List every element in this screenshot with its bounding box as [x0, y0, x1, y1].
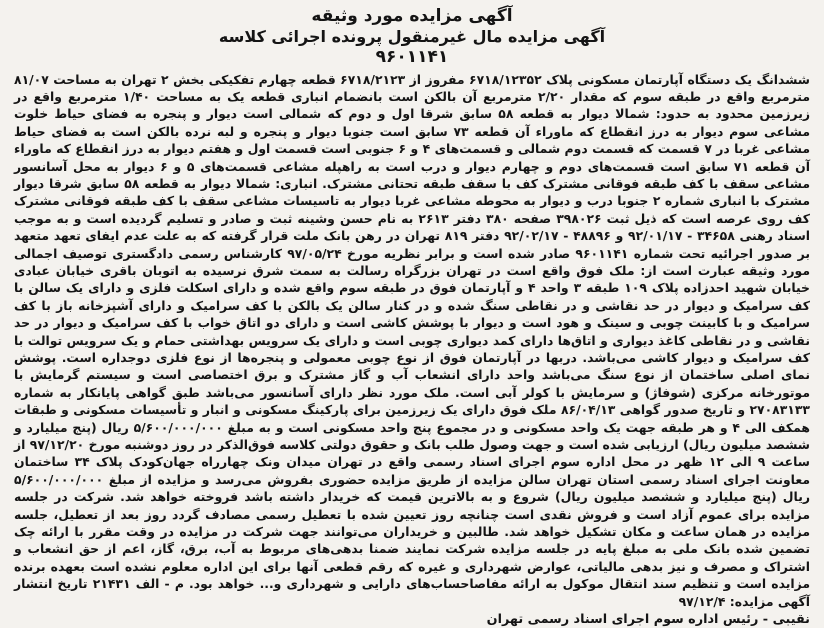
notice-body: ششدانگ یک دستگاه آپارتمان مسکونی پلاک ۶۷۱۸/۱۲۳۵۲ مفروز از ۶۷۱۸/۲۱۲۳ قطعه چهارم تفکیکی بخش ۲ تهران به مساحت ۸۱/۰۷ مترمربع واقع در طبقه سوم که مقدار ۲/۲۰ مترمربع آن بالکن است بانضمام انباری قطعه یک به مساحت ۱/۴۰ مترمربع واقع در زیرزمین محدود به حدود: شمالا دیوار به قطعه ۵۸ سابق شرقا اول و دوم که شمالی است دیوار و پنجره به فضای حیاط خلوت مشاعی سوم دیوار به درز انقطاع که ماوراء آن قطعه ۷۳ سابق است جنوبا دیوار و پنجره و لبه نرده بالکن است به فضای حیاط مشاعی غربا در ۷ قسمت که قسمت دوم شمالی و قسمت‌های ۴ و ۶ جنوبی است قسمت اول و هفتم دیوار به درز انقطاع که ماوراء آن قطعه ۷۱ سابق است قسمت‌های دوم و چهارم دیوار و درب است به راهپله مشاعی قسمت‌های ۵ و ۶ دیوار به محل آسانسور مشاعی سقف با کف طبقه فوقانی مشترک کف با سقف طبقه تحتانی مشترک. انباری: شمالا دیوار به قطعه ۵۸ سابق شرقا دیوار مشترک با انباری شماره ۲ جنوبا درب و دیوار به محوطه مشاعی غربا دیوار به تاسیسات مشاعی سقف با کف طبقه فوقانی مشترک کف روی عرصه است که ذیل ثبت ۳۹۸۰۲۶ صفحه ۳۸۰ دفتر ۲۶۱۳ به نام حسن وشینه ثبت و صادر و تسلیم گردیده است و به موجب اسناد رهنی ۳۴۶۵۸ - ۹۲/۰۱/۱۷ و ۴۸۸۹۶ - ۹۲/۰۲/۱۷ دفتر ۸۱۹ تهران در رهن بانک ملت قرار گرفته که به علت عدم ایفای تعهد متعهد بر صدور اجرائیه تحت شماره ۹۶۰۱۱۴۱ صادر شده است و برابر نظریه مورخ ۹۷/۰۵/۲۴ کارشناس رسمی دادگستری توصیف اجمالی مورد وثیقه عبارت است از: ملک فوق واقع است در تهران بزرگراه رسالت به سمت شرق نرسیده به اتوبان باقری خیابان عبادی خیابان شهید احدزاده پلاک ۱۰۹ طبقه ۳ واحد ۴ و آپارتمان فوق در طبقه سوم واقع شده و دارای اسکلت فلزی و دارای یک سالن با کف سرامیک و دیوار در حد نقاشی و در نقاطی سنگ شده و در کنار سالن یک بالکن با کف سرامیک و دارای آشپزخانه باز با کف سرامیک و با کابینت چوبی و سینک و هود است و دیوار با پوشش کاشی است و دارای دو اتاق خواب با کف سرامیک و دیوار در حد نقاشی و در نقاطی کاغذ دیواری و اتاق‌ها دارای کمد دیواری چوبی است و دارای یک سرویس بهداشتی حمام و یک سرویس توالت با کف سرامیک و دیوار کاشی می‌باشد. دربها در آپارتمان فوق از نوع چوبی معمولی و پنجره‌ها از نوع فلزی دوجداره است. پوشش نمای اصلی ساختمان از نوع سنگ می‌باشد واحد دارای انشعاب آب و گاز مشترک و برق اختصاصی است و سیستم گرمایش با موتورخانه مرکزی (شوفاژ) و سرمایش با کولر آبی است. ملک مورد نظر دارای آسانسور می‌باشد طبق گواهی پایانکار به شماره ۲۷۰۸۳۱۳۳ و تاریخ صدور گواهی ۸۶/۰۴/۱۳ ملک فوق دارای یک زیرزمین برای پارکینگ مسکونی و انبار و تأسیسات مسکونی و طبقات همکف الی ۴ و هر طبقه جهت یک واحد مسکونی و در مجموع پنج واحد مسکونی است و به مبلغ ۵/۶۰۰/۰۰۰/۰۰۰ ریال (پنج میلیارد و ششصد میلیون ریال) ارزیابی شده است و جهت وصول طلب بانک و حقوق دولتی کلاسه فوق‌الذکر در روز دوشنبه مورخ ۹۷/۱۲/۲۰ از ساعت ۹ الی ۱۲ ظهر در محل اداره سوم اجرای اسناد رسمی واقع در تهران میدان ونک چهارراه جهان‌کودک پلاک ۳۴ ساختمان معاونت اجرای اسناد رسمی استان تهران سالن مزایده از طریق مزایده حضوری بفروش می‌رسد و مزایده از مبلغ ۵/۶۰۰/۰۰۰/۰۰۰ ریال (پنج میلیارد و ششصد میلیون ریال) شروع و به بالاترین قیمت که خریدار داشته باشد فروخته خواهد شد. شرکت در جلسه مزایده برای عموم آزاد است و فروش نقدی است چنانچه روز تعیین شده با تعطیل رسمی مصادف گردد روز بعد از تعطیل، جلسه مزایده در همان ساعت و مکان تشکیل خواهد شد. طالبین و خریداران می‌توانند جهت شرکت در مزایده در وقت مقرر با ارائه چک تضمین شده بانک ملی به مبلغ پایه در جلسه مزایده شرکت نمایند ضمنا بدهی‌های مربوط به آب، برق، گاز، اعم از حق انشعاب و اشتراک و مصرف و نیز بدهی مالیاتی، عوارض شهرداری و غیره که رقم قطعی آنها برای این اداره معلوم نشده است بعهده برنده مزایده است و تنظیم سند انتقال موکول به ارائه مفاصاحساب‌های دارایی و شهرداری و... خواهد بود. م - الف ۲۱۴۳۱ تاریخ انتشار آگهی مزایده: ۹۷/۱۲/۴ — [14, 71, 811, 609]
case-number: ۹۶۰۱۱۴۱ — [375, 47, 449, 68]
notice-signature: نقیبی - رئیس اداره سوم اجرای اسناد رسمی تهران — [486, 612, 810, 628]
notice-subtitle: آگهی مزایده مال غیرمنقول پرونده اجرائی کلاسه — [218, 27, 606, 47]
notice-title: آگهی مزایده مورد وثیقه — [311, 6, 513, 26]
